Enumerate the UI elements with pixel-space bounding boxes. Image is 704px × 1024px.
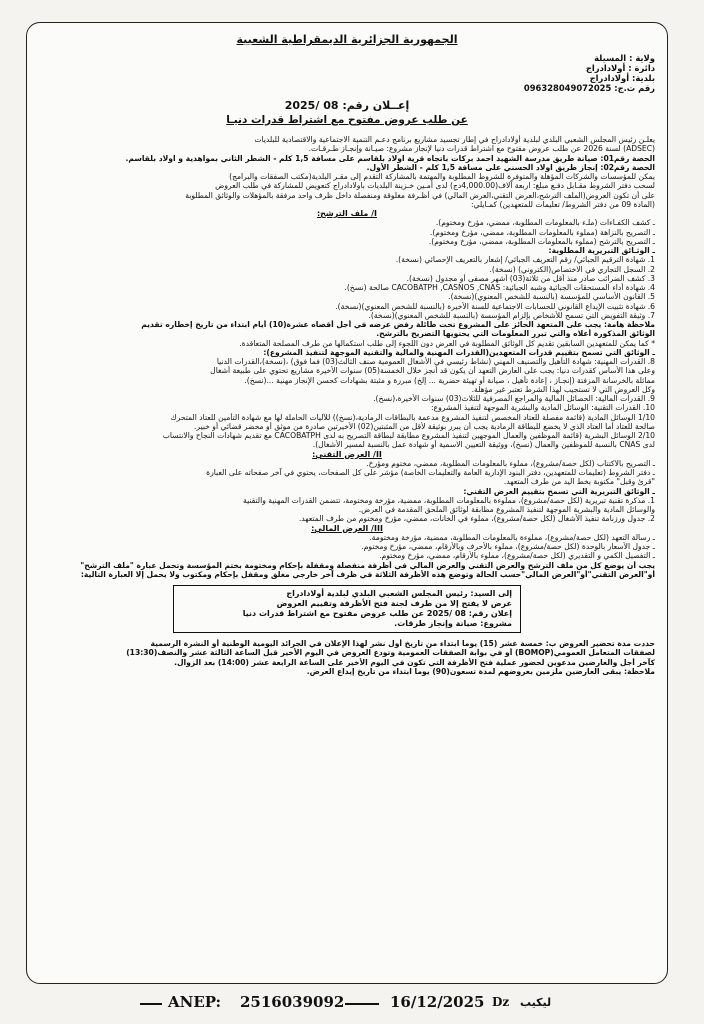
list-item: لدى CNAS بالنسبة للموظفين والعمال (نسخ)، ووثيقة التعيين الاسمية أو شهادة عمل بالنسبة لمسير الأشغال).: [312, 440, 655, 450]
list-item: ـ الوثائق التي تسمح بتقييم قدرات المتعهدين(القدرات المهنية والمالية والتقنية الموجهة لتنفيذ المشروع):: [263, 347, 655, 357]
list-item: ـ التصريح بالاكتتاب (لكل حصة/مشروع)، مملوء بالمعلومات المطلوبة، ممضي، مختوم ومؤرخ.: [366, 458, 655, 468]
wilaya-line: ولاية : المسيلة: [594, 53, 655, 63]
list-item: 2. جدول ورزنامة تنفيذ الأشغال (لكل حصة/مشروع)، مملوء في الخانات، ممضي، مؤرخ ومختوم من طرف المتعهد.: [298, 514, 655, 524]
text-line: على أن تكون العروض(الملف الترشح،العرض التقني،العرض المالي) في أظـرفة مغلوقة ومنفصلة داخل ظرف واحد مرفقة بالمؤهلات والوثائق المطلوبة: [185, 190, 655, 200]
footer-dash: [140, 1003, 162, 1005]
list-item: ـ الوثائق التبريرية التي تسمح بتقييم العرض التقني:: [463, 486, 655, 496]
envelope-label-box: [173, 585, 521, 633]
list-item: ـ رسالة التعهد (لكل حصة/مشروع)، مملوءة بالمعلومات المطلوبة، ممضية، مؤرخة ومختومة.: [369, 532, 655, 542]
list-item: 4. شهادة أداء المستحقات الجبائية وشبه الجبائية: CACOBATPH ,CASNOS ,CNAS صالحة (نسخ).: [344, 283, 655, 292]
tax-id-line: رقم ت.ج: 096328049072025: [523, 83, 655, 93]
closing-block: [39, 639, 655, 676]
section-financial-title: III/ العرض المالي:: [311, 523, 383, 533]
list-item: يجب أن يوضع كل من ملف الترشح والعرض التقني والعرض المالي في أظرفة منفصلة ومقفلة بإحكام ومختومة بختم المؤسسة وتحمل عبارة "ملف الترشح": [80, 560, 655, 570]
list-item: 1. شهادة الترقيم الجبائي/ رقم التعريف الجبائي/ إشعار بالتعريف الإحصائي (نسخة).: [395, 255, 655, 265]
notice-title: عن طلب عروض مفتوح مع اشتراط قدرات دنيـا: [226, 114, 468, 126]
list-item: والوسائل المادية والبشرية الموجهة لتنفيذ المشروع مطابقة لوثائق الملحق المقدمة في العرض.: [358, 505, 655, 514]
list-item: 9. القدرات المالية: الحصائل المالية والمراجع المصرفية للثلاث(03) سنوات الأخيرة،(نسخ).: [373, 394, 655, 403]
list-item: ـ دفتر الشروط (تعليمات للمتعهدين، دفتر البنود الإدارية العامة والتعليمات الخاصة) مؤشر على كل الصفحات، يحتوي في آخر صفحاته على العبارة: [206, 468, 655, 477]
text-line: يمكن للمؤسسات والشركات المؤهلة والمتوفرة للشروط المطلوبة والمهتمة بالمشاركة التقدم إلى مقـر البلدية(مكتب الصفقات والبرامج): [229, 172, 655, 181]
text-line: يعلـن رئيس المجلس الشعبي البلدي لبلدية أولادادراج في إطار تجسيد مشاريع برنامج دعـم التنمية الاجتماعية والاقتصادية للبلديات: [254, 135, 655, 144]
list-item: 7. وثيقة التفويض التي تسمح للأشخاص بإلزام المؤسسة (بالنسبة للشخص المعنوي)(نسخة).: [368, 310, 655, 320]
candidacy-block: [39, 218, 655, 449]
notice-content: [27, 23, 667, 676]
lot-2-line: الحصة رقم02: إنجاز طريق اولاد الحسني على مسافة 1,5 كلم - الشطر الأول.: [366, 162, 655, 172]
list-item: ـ الوثـائق التبريرية المطلوبة:: [548, 246, 655, 255]
text-line: لسحب دفتر الشروط مقـابل دفـع مبلغ: اربعة آلاف(4,000.00دج) لدى أمـين خـزينة البلديات باولادادراج كتعويض للمشاركة في طلب العروض: [215, 181, 655, 191]
list-item: ـ التصريح بالترشح (مملوء بالمعلومات المطلوبة، ممضي، مؤرخ ومختوم).: [428, 236, 655, 246]
list-item: الوثائق المذكورة أعلاه والتي تبرر المعلومات التي يحتويها التصريح بالترشح.: [376, 329, 655, 339]
list-item: ـ التفصيل الكمي و التقديري (لكل حصة/مشروع)، مملوء بالأرقام، ممضي، مؤرخ ومختوم.: [379, 551, 655, 561]
text-line: (ADSEC) لسنة 2026 عن طلب عروض مفتوح مع اشتراط قدرات دنيا لإنجاز مشروع: صيـانة وإنجـاز طـرقـات.: [308, 144, 655, 154]
list-item: "قرئ وقبل" مكتوبة بخط اليد من طرف المتعهد.: [503, 477, 655, 487]
notice-sheet: [26, 22, 668, 984]
issuer-info: [39, 53, 655, 93]
list-item: 3. كشف الضرائب صادر منذ أقل من ثلاثة(03) أشهر مصفى أو مجدول (نسخة).: [406, 273, 655, 283]
important-note: ملاحظة هامة: يجب على المتعهد الحائز على المشروع تحت طائلة رفض عرضه في أجل أقصاه عشرة(10) أيام ابتداء من تاريخ إخطاره تقديم: [141, 320, 655, 329]
financial-block: [39, 533, 655, 579]
lot-1-line: الحصة رقم01: صيانة طريق مدرسة الشهيد احمد بركات باتجاه قرية اولاد بلقاسم على مسافة 1,5 كلم - الشطر الثاني بمواهدية و اولاد بلقاسم.: [125, 153, 655, 163]
envelope-line: مشروع: صيانة وإنجاز طرقات.: [394, 619, 512, 628]
section-technical-title: II/ العرض التقني:: [312, 449, 382, 459]
envelope-line: عرض لا يفتح إلا من طرف لجنة فتح الأظرفة وتقييم العروض: [276, 599, 512, 608]
footer-tag: ليكيب: [520, 996, 552, 1009]
list-item: ـ التصريح بالنزاهة (مملوء بالمعلومات المطلوبة، ممضي، مؤرخ ومختوم).: [429, 227, 655, 237]
publication-footer: [140, 993, 570, 1015]
footer-dash: [345, 1003, 379, 1005]
list-item: 10. القدرات التقنية: الوسائل المادية والبشرية الموجهة لتنفيذ المشروع:: [430, 403, 655, 413]
section-candidacy-title: I/ ملف الترشح:: [316, 209, 378, 218]
final-note: ملاحظة: يبقى العارضين ملزمين بعروضهم لمدة تسعون(90) يوما ابتداء من تاريخ إيداع العرض.: [306, 666, 655, 676]
notice-number: إعــلان رقم: 08 /2025: [284, 99, 410, 112]
list-item: وعلى هذا الأساس كقدرات دنيا: يجب على العارض التعهد أن يكون قد أنجز خلال الخمسة(05) سنوات الأخيرة مشاريع تحتوي على طبيعة أشغال: [210, 366, 655, 376]
list-item: 5. القانون الأساسي للمؤسسة (بالنسبة للشخص المعنوي)(نسخة).: [448, 292, 655, 302]
list-item: 1. مذكرة تقنية تبريرية (لكل حصة/مشروع)، مملوءة بالمعلومات المطلوبة، ممضية، مؤرخة ومختومة، تتضمن القدرات المهنية والتقنية: [243, 495, 655, 505]
anep-label: ANEP:: [168, 993, 222, 1011]
daira-line: دائرة : أولادادراج: [585, 63, 655, 73]
publication-date: 16/12/2025: [390, 993, 485, 1011]
text-line: لصفقات المتعامل العمومي(BOMOP) أو في بوابة الصفقات العمومية وتودع العروض في اليوم الأخير قبل الساعة الثالثة عشر والنصف(13:30): [126, 648, 655, 658]
dz-label: Dz: [492, 995, 510, 1009]
envelope-line: إعلان رقم: 08 /2025 عن طلب عروض مفتوح مع اشتراط قدرات دنيا: [242, 609, 512, 618]
list-item: 2/10 الوسائل البشرية (قائمة الموظفين والعمال الموجهين لتنفيذ المشروع مطابقة لبطاقة التصريح به لدى CACOBATPH مع تقديم شهادات النجاح والانتساب: [162, 431, 655, 440]
list-item: ـ جدول الأسعار بالوحدة (لكل حصة/مشروع)، مملوء بالأحرف وبالأرقام، ممضي، مؤرخ ومختوم.: [361, 542, 655, 551]
text-line: (المادة 09 من دفتر الشروط/ تعليمات للمتعهدين) كمـايلي:: [470, 199, 655, 209]
list-item: 2. السجل التجاري في الاختصاص(الكتروني) (نسخة).: [489, 264, 655, 274]
list-item: مماثلة بالخرسانة المزفتة (إنجـاز ، إعادة تأهيل ، صيانة أو تهيئة حضرية ... إلخ) مبررة و مثبتة بشهادات كحسن الإنجاز مهنية ...(نسخ).: [244, 375, 655, 385]
anep-number: 2516039092: [240, 993, 345, 1011]
list-item: أو"العرض التقني"أو"العرض المالي"حسب الحالة وتوضع هذه الأظرفة الثلاثة في ظرف آخر خارجي مغلق ومقفل بإحكام ومكتوب ولا يحمل إلا العبارة التالية:: [80, 569, 655, 579]
baladia-line: بلدية: أولادادراج: [589, 73, 655, 83]
list-item: ـ كشف الكفـاءات (ملـء بالمعلومات المطلوبة، ممضي، مؤرخ ومختوم).: [435, 218, 655, 228]
list-item: 1/10 الوسائل المادية (قائمة مفصلة للعتاد المخصص لتنفيذ المشروع مدعمة بالبطاقات الرمادية،(نسخ)) للآليات الحاملة لها مع شهادة التأمين للعتاد المتحرك: [170, 412, 655, 422]
list-item: * كما يمكن للمتعهدين السابقين تقديم كل الوثائق المطلوبة في العرض دون اللجوء إلى طلب استكمالها من طرف المصلحة المتعاقدة.: [239, 338, 655, 348]
text-line: كآخر أجل والعارضين مدعوين لحضور عملية فتح الأظرفة التي تكون في اليوم الأخير على الساعة الرابعة عشر (14:00) بعد الزوال.: [174, 657, 655, 667]
list-item: 8. القدرات المهنية: شهادة التأهيل والتصنيف المهني (نشاط رئيسي في الأشغال العمومية صنف الثالث(03) فما فوق) ،(نسخة)،القدرات الدنيا: [216, 357, 655, 366]
list-item: صالحة للعتاد أما العتاد الذي لا يخضع للبطاقة الرمادية يجب أن يبرر بوثيقة لأقل من المثبتين(02) الأخيرتين صادرة من موثق أو محضر قضائي أو خبير.: [194, 421, 655, 431]
text-line: حددت مدة تحضير العروض ب: خمسة عشر (15) يوما ابتداء من تاريخ أول نشر لهذا الإعلان في الجرائد اليومية الوطنية أو النشرة الرسمية: [150, 639, 655, 648]
list-item: 6. شهادة تثبيت الإيداع القانوني للحسابات الاجتماعية للسنة الأخيرة (بالنسبة للشخص المعنوي)(نسخة).: [335, 301, 655, 311]
intro-block: [39, 135, 655, 209]
republic-heading: الجمهورية الجزائرية الديمقراطية الشعبية: [236, 33, 458, 46]
list-item: وكل العروض التي لا تستجيب لهذا الشرط تعتبر غير مؤهلة.: [471, 384, 655, 394]
envelope-line: إلى السيد: رئيس المجلس الشعبي البلدي لبلدية أولادادراج: [286, 589, 512, 598]
technical-block: [39, 459, 655, 524]
